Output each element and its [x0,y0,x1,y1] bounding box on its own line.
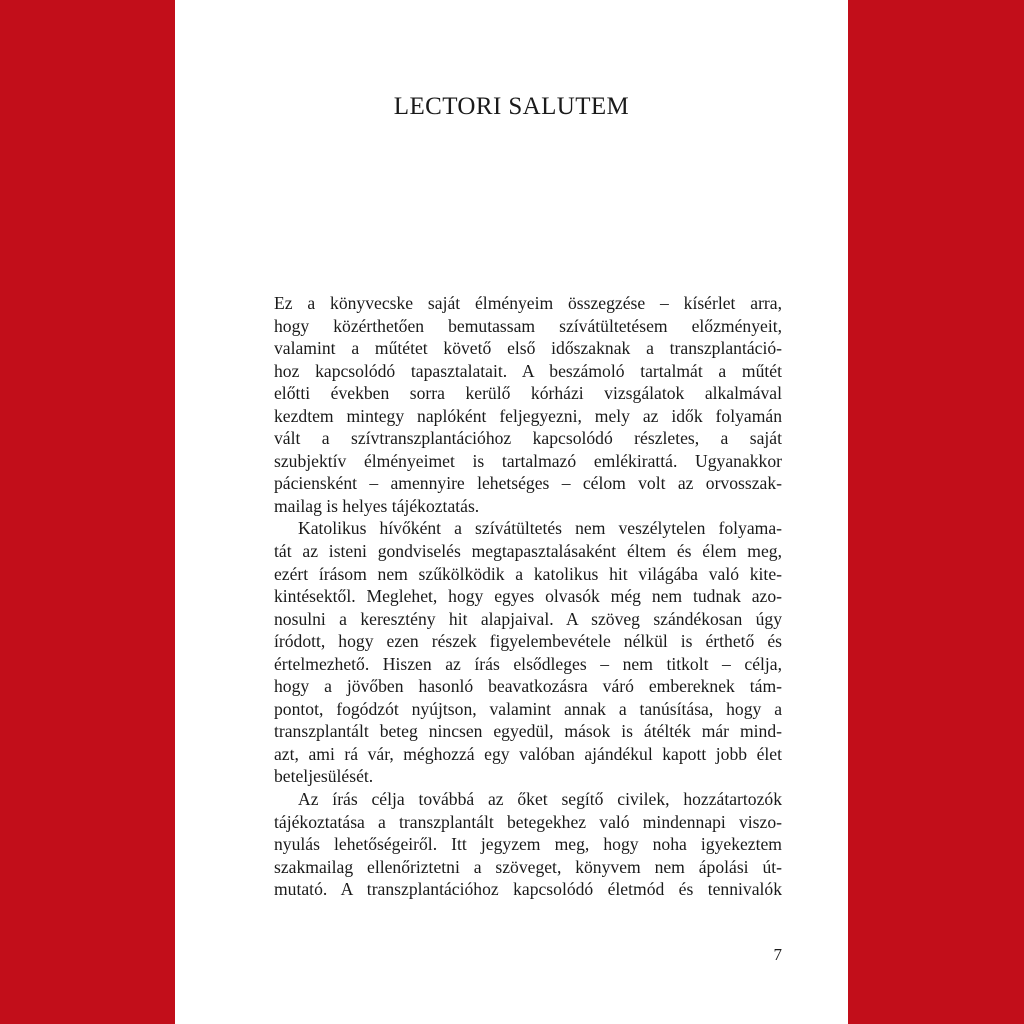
text-line: értelmezhető. Hiszen az írás elsődleges – nem titkolt – célja, [274,653,782,674]
text-line: transzplantált beteg nincsen egyedül, mások is átélték már mind- [274,721,782,742]
text-line: hogy közérthetően bemutassam szívátültetésem előzményeit, [274,315,782,336]
text-line: mailag is helyes tájékoztatás. [274,495,480,516]
text-line: beteljesülését. [274,766,374,787]
text-line: íródott, hogy ezen részek figyelembevétele nélkül is érthető és [274,631,782,652]
text-line: kezdtem mintegy naplóként feljegyezni, mely az idők folyamán [274,405,782,426]
text-line: valamint a műtétet követő első időszaknak a transzplantáció- [274,338,782,359]
text-line: tát az isteni gondviselés megtapasztalásaként éltem és élem meg, [274,541,782,562]
text-line: Ez a könyvecske saját élményeim összegzése – kísérlet arra, [274,293,782,313]
text-line: mutató. A transzplantációhoz kapcsolódó életmód és tennivalók [274,879,782,900]
text-line: páciensként – amennyire lehetséges – célom volt az orvosszak- [274,473,782,494]
paragraph-2 [274,517,782,788]
text-line: előtti években sorra kerülő kórházi vizsgálatok alkalmával [274,383,782,404]
text-line: tájékoztatása a transzplantált betegekhez való mindennapi viszo- [274,811,782,832]
page-title: LECTORI SALUTEM [393,93,630,120]
page-number: 7 [773,945,782,964]
text-line: hoz kapcsolódó tapasztalatait. A beszámoló tartalmát a műtét [274,360,782,381]
text-line: nosulni a keresztény hit alapjaival. A szöveg szándékosan úgy [274,608,782,629]
text-line: szakmailag ellenőriztetni a szöveget, könyvem nem ápolási út- [274,856,782,877]
body-text [274,292,782,901]
text-line: Katolikus hívőként a szívátültetés nem veszélytelen folyama- [298,518,782,539]
text-line: hogy a jövőben hasonló beavatkozásra váró embereknek tám- [274,676,782,697]
paragraph-3 [274,788,782,901]
text-line: szubjektív élményeimet is tartalmazó emlékirattá. Ugyanakkor [274,450,782,471]
text-line: azt, ami rá vár, méghozzá egy valóban ajándékul kapott jobb élet [274,743,782,764]
text-line: nyulás lehetőségeiről. Itt jegyzem meg, hogy noha igyekeztem [274,834,782,855]
text-line: kintésektől. Meglehet, hogy egyes olvasók még nem tudnak azo- [274,586,782,607]
paragraph-1 [274,292,782,517]
text-line: Az írás célja továbbá az őket segítő civilek, hozzátartozók [298,789,782,810]
text-line: vált a szívtranszplantációhoz kapcsolódó részletes, a saját [274,428,782,449]
book-page [175,0,848,1024]
text-line: pontot, fogódzót nyújtson, valamint annak a tanúsítása, hogy a [274,698,782,719]
text-line: ezért írásom nem szűkölködik a katolikus hit világába való kite- [274,563,782,584]
